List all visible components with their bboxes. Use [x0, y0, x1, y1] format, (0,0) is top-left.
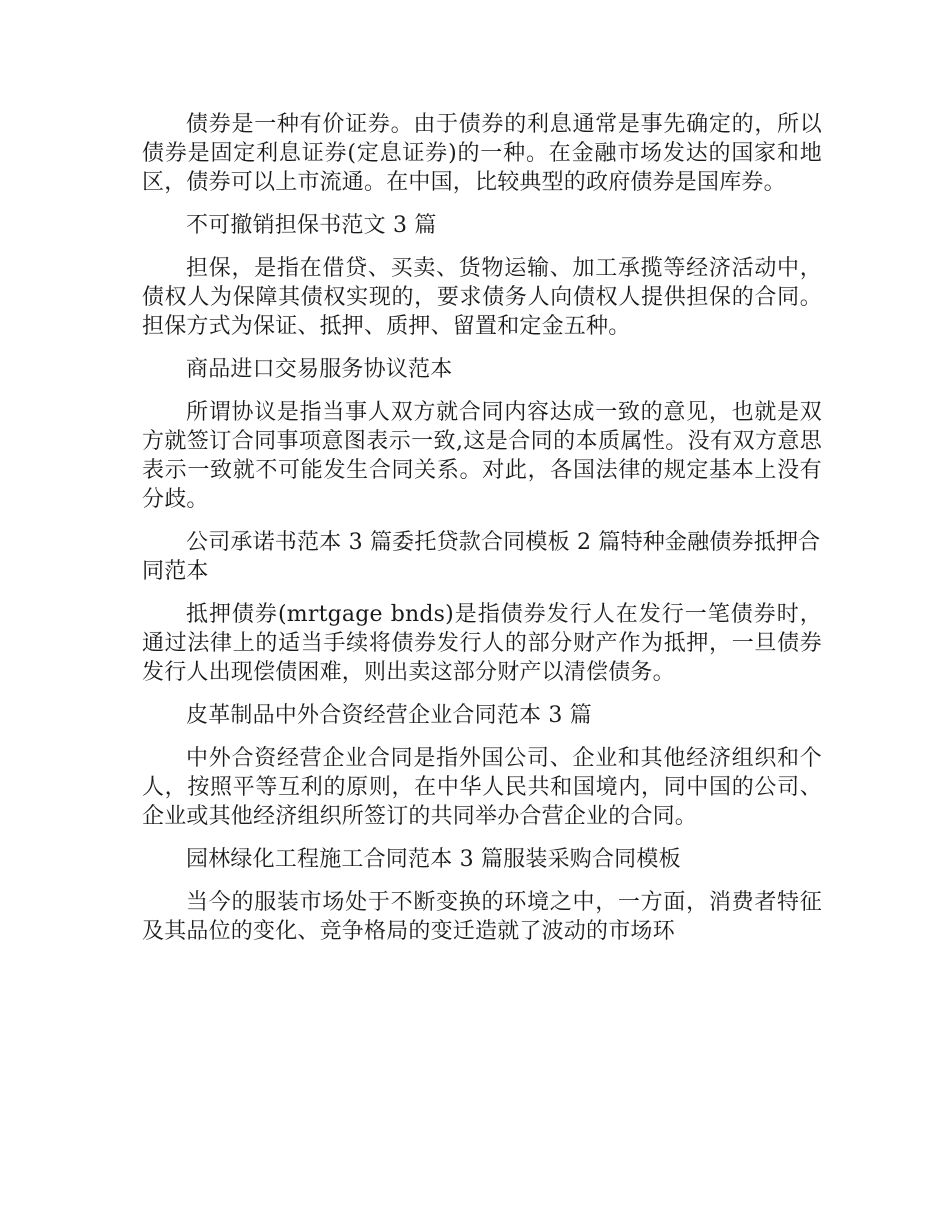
paragraph: 当今的服装市场处于不断变换的环境之中，一方面，消费者特征及其品位的变化、竞争格局的变迁造就了波动的市场环: [142, 890, 822, 944]
section-heading: 园林绿化工程施工合同范本 3 篇服装采购合同模板: [186, 847, 681, 872]
paragraph: 担保，是指在借贷、买卖、货物运输、加工承揽等经济活动中，债权人为保障其债权实现的，要求债务人向债权人提供担保的合同。担保方式为保证、抵押、质押、留置和定金五种。: [142, 256, 822, 339]
section-heading: 公司承诺书范本 3 篇委托贷款合同模板 2 篇特种金融债券抵押合同范本: [142, 530, 821, 584]
section-heading: 皮革制品中外合资经营企业合同范本 3 篇: [186, 703, 592, 728]
paragraph: 中外合资经营企业合同是指外国公司、企业和其他经济组织和个人，按照平等互利的原则，在中华人民共和国境内，同中国的公司、企业或其他经济组织所签订的共同举办合营企业的合同。: [142, 746, 822, 829]
section-heading: 不可撤销担保书范文 3 篇: [186, 213, 437, 238]
paragraph: 债券是一种有价证券。由于债券的利息通常是事先确定的，所以债券是固定利息证券(定息证券)的一种。在金融市场发达的国家和地区，债券可以上市流通。在中国，比较典型的政府债券是国库券。: [142, 112, 822, 195]
section-heading: 商品进口交易服务协议范本: [186, 357, 453, 382]
paragraph: 抵押债券(mrtgage bnds)是指债券发行人在发行一笔债券时，通过法律上的适当手续将债券发行人的部分财产作为抵押，一旦债券发行人出现偿债困难，则出卖这部分财产以清偿债务。: [142, 602, 822, 685]
paragraph: 所谓协议是指当事人双方就合同内容达成一致的意见，也就是双方就签订合同事项意图表示一致,这是合同的本质属性。没有双方意思表示一致就不可能发生合同关系。对此，各国法律的规定基本上没有分歧。: [142, 400, 822, 512]
document-page: [142, 110, 822, 960]
